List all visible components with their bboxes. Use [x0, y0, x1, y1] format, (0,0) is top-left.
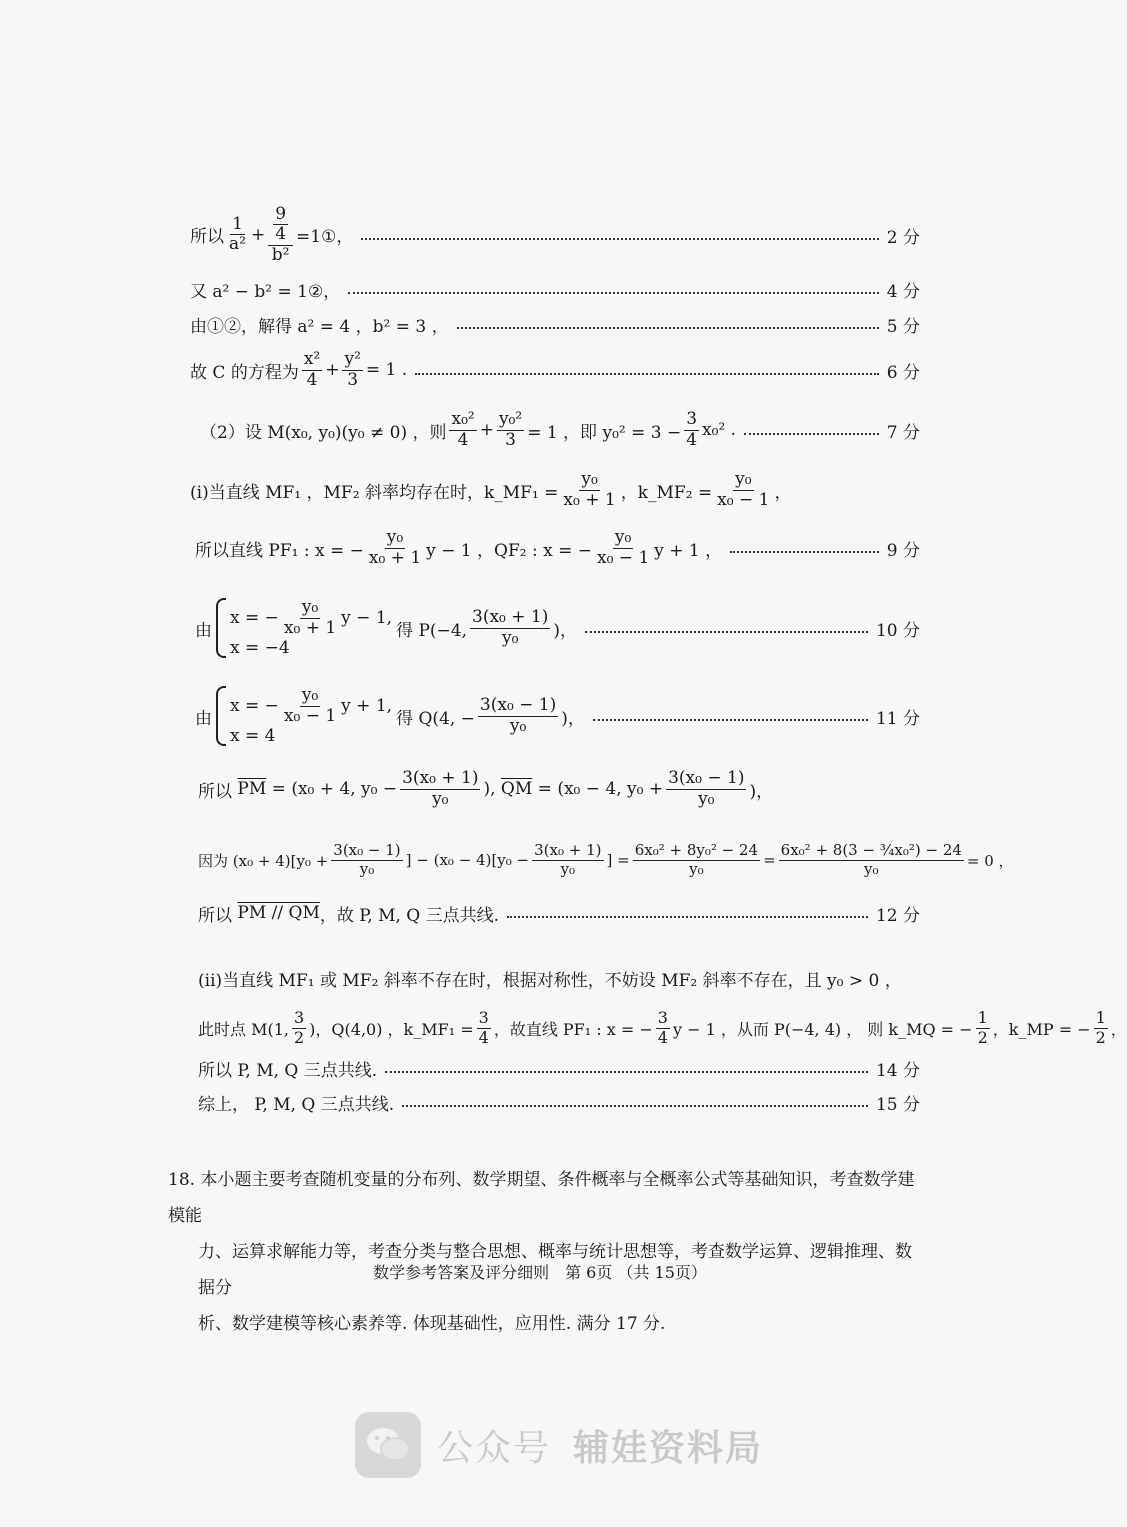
leader-dots — [385, 1071, 868, 1073]
step-line-14 — [198, 1003, 1127, 1053]
fraction: $\frac{\text{y₀}}{\text{x₀ + 1}}$ — [368, 526, 422, 568]
text: y + 1 ， — [654, 540, 723, 561]
equation-system: x = − $\frac{\text{y₀}}{\text{x₀ + 1}}$ y − 1, x = −4 — [216, 598, 392, 658]
step-line-2 — [190, 276, 920, 302]
leader-dots — [415, 373, 879, 375]
step-line-4: 故 C 的方程为 $\frac{\text{x²}}{4}$ + $\frac{\text{y²}}{3}$ = 1 . 6 分 — [190, 348, 920, 390]
watermark-name: 辅娃资料局 — [573, 1427, 764, 1469]
text: 由 — [195, 620, 212, 641]
text: ， — [774, 482, 792, 503]
leader-dots — [402, 1105, 868, 1107]
fraction: $\frac{\text{x₀²}}{4}$ — [451, 408, 475, 450]
fraction: $\frac{\text{y₀}}{\text{x₀ − 1}}$ — [597, 526, 650, 568]
leader-dots — [593, 719, 868, 721]
step-line-8 — [195, 592, 920, 664]
equation-system: x = − $\frac{\text{y₀}}{\text{x₀ − 1}}$ y + 1, x = 4 — [216, 686, 392, 746]
text: ，k_MF₂ = — [620, 482, 713, 503]
leader-dots — [744, 433, 879, 435]
vector-parallel: PM // QM — [237, 903, 320, 923]
fraction: $\frac{\text{y₀}}{\text{x₀ + 1}}$ — [563, 468, 616, 510]
text: 又 a² − b² = 1②， — [190, 281, 341, 302]
text: )， — [553, 620, 578, 641]
text: 所以 — [198, 781, 232, 802]
score-label: 12 分 — [875, 905, 920, 926]
fraction: $\frac{3}{4}$ — [686, 408, 698, 450]
step-line-13 — [198, 965, 920, 991]
text: 综上， P, M, Q 三点共线. — [198, 1094, 395, 1115]
score-label: 4 分 — [886, 281, 920, 302]
score-label: 15 分 — [875, 1094, 920, 1115]
score-label: 10 分 — [875, 620, 920, 641]
text: = (x₀ + 4, y₀ − — [271, 779, 398, 799]
text: ] − (x₀ − 4)[y₀ − — [405, 851, 530, 869]
text: 所以 — [198, 905, 232, 926]
text: 力、运算求解能力等，考查分类与整合思想、概率与统计思想等，考查数学运算、逻辑推理、数据分 — [198, 1242, 912, 1298]
page-footer: 数学参考答案及评分细则 第 6页 （共 15页） — [373, 1263, 707, 1282]
text: 所以直线 PF₁ : x = − — [195, 540, 364, 561]
leader-dots — [361, 238, 878, 240]
text: ] = — [606, 851, 630, 869]
score-label: 11 分 — [875, 708, 920, 729]
text: 此时点 M(1, — [198, 1019, 289, 1039]
fraction: $\frac{\text{3(x₀ − 1)}}{\text{y₀}}$ — [668, 767, 745, 809]
text: 故 C 的方程为 — [190, 362, 299, 383]
text: ，故 P, M, Q 三点共线. — [319, 905, 500, 926]
step-line-6 — [190, 465, 920, 515]
leader-dots — [585, 631, 868, 633]
question-number: 18. — [168, 1170, 196, 1190]
text: (ii)当直线 MF₁ 或 MF₂ 斜率不存在时，根据对称性，不妨设 MF₂ 斜率不存在，且 y₀ > 0 ， — [198, 970, 902, 991]
fraction: $\frac{\text{6x₀² + 8(3 − ¾x₀²) − 24}}{\text{y₀}}$ — [780, 841, 962, 878]
fraction: $\frac{\text{3(x₀ + 1)}}{\text{y₀}}$ — [402, 767, 479, 809]
text: 本小题主要考查随机变量的分布列、数学期望、条件概率与全概率公式等基础知识，考查数学建模能 — [168, 1170, 915, 1226]
vector-pm: $\overline{PM}$ — [237, 779, 267, 799]
fraction: $\frac{\text{3(x₀ − 1)}}{\text{y₀}}$ — [479, 694, 557, 736]
text: = 1 ，即 y₀² = 3 − — [527, 422, 682, 443]
score-label: 6 分 — [886, 362, 920, 383]
step-line-5: （2）设 M(x₀, y₀)(y₀ ≠ 0) ，则 $\frac{\text{x₀²}}{4}$ + $\frac{\text{y₀²}}{3}$ = 1 ，即 y₀² = 3 − $\frac{3}{4}$ x₀² . 7 分 — [200, 408, 920, 450]
fraction: $\frac{1}{\text{a²}}$ — [229, 213, 246, 255]
score-label: 14 分 — [875, 1060, 920, 1081]
leader-dots — [730, 551, 879, 553]
text: 因为 (x₀ + 4)[y₀ + — [198, 851, 329, 870]
text: 得 P(−4, — [396, 620, 468, 641]
text: （2）设 M(x₀, y₀)(y₀ ≠ 0) ，则 — [200, 422, 447, 443]
leader-dots — [348, 292, 879, 294]
fraction: $\frac{3}{4}$ — [657, 1008, 668, 1047]
text: = (x₀ − 4, y₀ + — [537, 779, 664, 799]
fraction: $\frac{\text{y₀²}}{3}$ — [498, 408, 523, 450]
step-line-7 — [195, 523, 920, 573]
fraction: $\frac{3}{2}$ — [293, 1008, 305, 1047]
score-label: 2 分 — [886, 227, 920, 248]
fraction: $\frac{3}{4}$ — [478, 1008, 489, 1047]
text: ， — [1110, 1019, 1127, 1039]
fraction: $\frac{\text{3(x₀ − 1)}}{\text{y₀}}$ — [333, 841, 401, 878]
score-label: 5 分 — [886, 316, 920, 337]
step-line-12 — [198, 900, 920, 926]
step-line-15 — [198, 1055, 920, 1081]
text: = 0 ， — [966, 851, 1014, 870]
text: 得 Q(4, − — [396, 708, 475, 729]
fraction: $\frac{\text{y₀}}{\text{x₀ − 1}}$ — [717, 468, 770, 510]
text: ，k_MP = − — [992, 1019, 1091, 1039]
fraction: $\frac{\text{6x₀² + 8y₀² − 24}}{\text{y₀}}$ — [634, 841, 759, 878]
text: 由①②，解得 a² = 4 ，b² = 3 ， — [190, 316, 449, 337]
text: )， — [749, 781, 774, 802]
step-line-16 — [198, 1089, 920, 1115]
text: 析、数学建模等核心素养等. 体现基础性，应用性. 满分 17 分. — [198, 1314, 666, 1334]
fraction: $\frac{\text{x²}}{4}$ — [303, 348, 321, 390]
text: x₀² . — [702, 420, 737, 440]
text: )，Q(4,0) ，k_MF₁ = — [309, 1019, 474, 1039]
fraction: $\frac{\frac{9}{4}}{\text{b²}}$ — [268, 205, 293, 266]
score-label: 7 分 — [886, 422, 920, 443]
leader-dots — [507, 916, 868, 918]
text: 所以 P, M, Q 三点共线. — [198, 1060, 378, 1081]
step-line-11: 因为 (x₀ + 4)[y₀ + $\frac{\text{3(x₀ − 1)}}{\text{y₀}}$ ] − (x₀ − 4)[y₀ − $\frac{\text{3(x₀ + 1)}}{\text{y₀}}$ ] = $\frac{\text{6x₀² + 8y₀² − 24}}{\text{y₀}}$ = $\frac{\text{6x₀² + 8(3 − ¾x₀²) − 24}}{\text{y₀}}$ = 0 ， — [198, 841, 1014, 878]
step-line-10: 所以 $\overline{PM}$ = (x₀ + 4, y₀ − $\frac{\text{3(x₀ + 1)}}{\text{y₀}}$ ), $\overline{QM}$ = (x₀ − 4, y₀ + $\frac{\text{3(x₀ − 1)}}{\text{y₀}}$ )， — [198, 767, 774, 809]
text: 由 — [195, 708, 212, 729]
wechat-icon — [355, 1412, 421, 1478]
watermark-label: 公众号 — [437, 1427, 552, 1469]
text: y − 1 ，从而 P(−4, 4) ， 则 k_MQ = − — [672, 1019, 973, 1039]
question-18-summary — [168, 1162, 920, 1342]
fraction: $\frac{1}{2}$ — [1095, 1008, 1106, 1047]
text: y − 1 ，QF₂ : x = − — [426, 540, 592, 561]
text: (i)当直线 MF₁ ，MF₂ 斜率均存在时，k_MF₁ = — [190, 482, 559, 503]
text: 所以 — [190, 227, 224, 248]
text: )， — [561, 708, 585, 729]
leader-dots — [457, 327, 879, 329]
fraction: $\frac{\text{y²}}{3}$ — [344, 348, 361, 390]
text: = 1 . — [365, 360, 408, 380]
fraction: $\frac{\text{3(x₀ + 1)}}{\text{y₀}}$ — [472, 606, 549, 648]
fraction: $\frac{\text{3(x₀ + 1)}}{\text{y₀}}$ — [534, 841, 602, 878]
step-line-3 — [190, 311, 920, 337]
watermark — [355, 1412, 763, 1478]
step-line-1: 所以 $\frac{1}{\text{a²}}$ + $\frac{\frac{9}{4}}{\text{b²}}$ =1①， 2 分 — [190, 203, 920, 265]
fraction: $\frac{1}{2}$ — [977, 1008, 988, 1047]
text: =1①， — [296, 227, 354, 248]
score-label: 9 分 — [886, 540, 920, 561]
step-line-9 — [195, 680, 920, 752]
text: ，故直线 PF₁ : x = − — [493, 1019, 653, 1039]
vector-qm: $\overline{QM}$ — [500, 779, 533, 799]
